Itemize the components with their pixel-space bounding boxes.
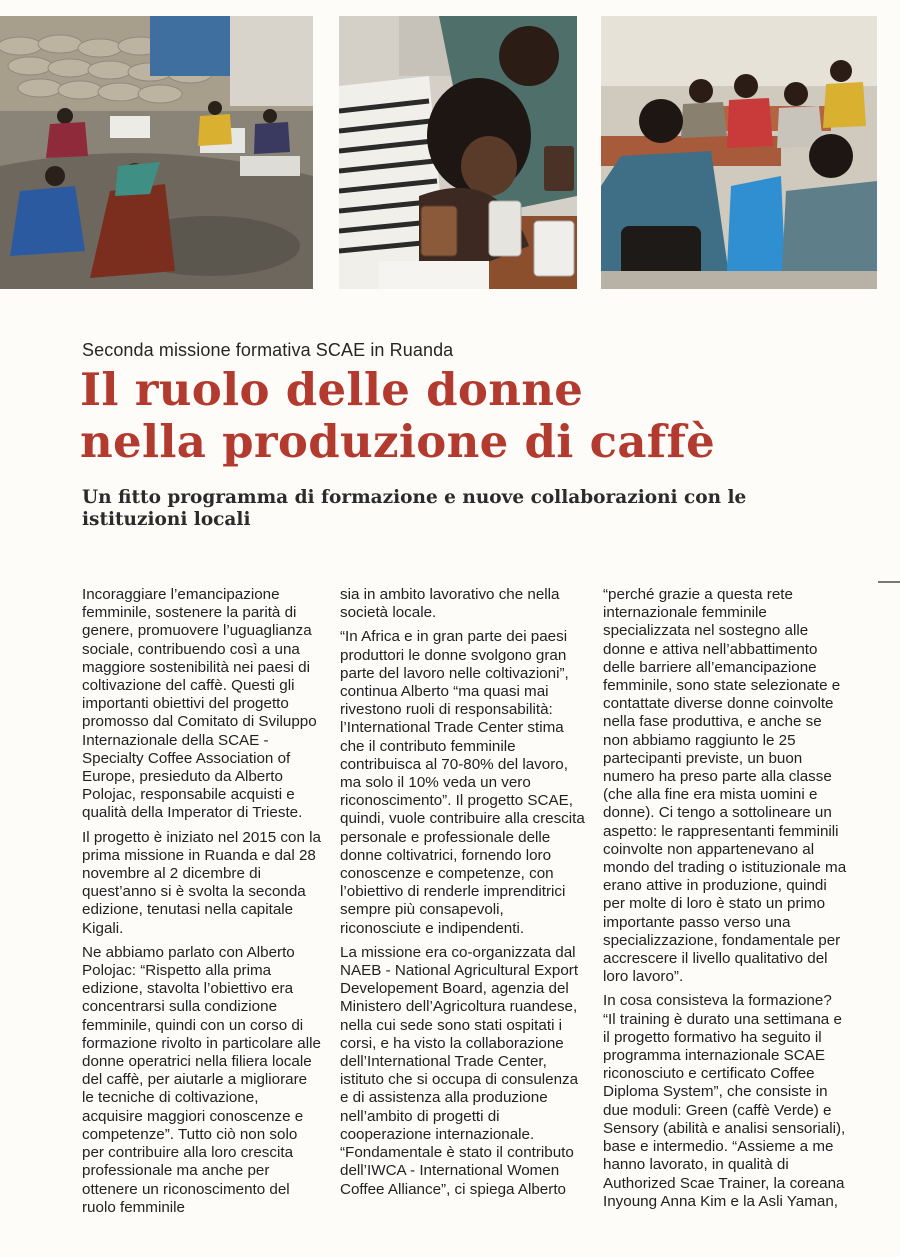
- article-column-2: [340, 586, 585, 1205]
- article-headline: [80, 364, 880, 468]
- paragraph: In cosa consisteva la formazione? “Il training è durato una settimana e il progetto formativo ha seguito il programma internazionale SCAE riconosciuto e certificato Coffee Diploma System”, che consiste in due moduli: Green (caffè Verde) e Sensory (abilità e analisi sensoriali), base e intermedio. “Assieme a me hanno lavorato, in qualità di Authorized Scae Trainer, la coreana Inyoung Anna Kim e la Asli Yaman,: [603, 992, 846, 1210]
- photo-coffee-tasting: [339, 16, 577, 289]
- article-subheadline: Un fitto programma di formazione e nuove collaborazioni con le istituzioni locali: [82, 487, 747, 530]
- headline-line-1: Il ruolo delle donne: [80, 363, 584, 416]
- page-edge-mark: [878, 581, 900, 583]
- paragraph: Incoraggiare l’emancipazione femminile, sostenere la parità di genere, promuovere l’uguaglianza sociale, contribuendo così a una maggiore sostenibilità nei paesi di coltivazione del caffè. Questi gli importanti obiettivi del progetto promosso dal Comitato di Sviluppo Internazionale della SCAE - Specialty Coffee Association of Europe, presieduto da Alberto Polojac, responsabile acquisti e qualità della Imperator di Trieste.: [82, 586, 317, 822]
- paragraph: “In Africa e in gran parte dei paesi produttori le donne svolgono gran parte del lavoro nelle coltivazioni”, continua Alberto “ma quasi mai rivestono ruoli di responsabilità: l’International Trade Center stima che il contributo femminile contribuisca al 70-80% del lavoro, ma solo il 10% veda un vero riconoscimento”. Il progetto SCAE, quindi, vuole contribuire alla crescita personale e professionale delle donne coltivatrici, fornendo loro conoscenze e competenze, con l’obiettivo di renderle imprenditrici sempre più consapevoli, riconosciute e indipendenti.: [340, 628, 585, 937]
- article-column-3: [603, 586, 848, 1217]
- article-kicker: Seconda missione formativa SCAE in Ruanda: [82, 340, 454, 360]
- headline-line-2: nella produzione di caffè: [80, 415, 716, 468]
- paragraph: La missione era co-organizzata dal NAEB - National Agricultural Export Developement Board, agenzia del Ministero dell’Agricoltura ruandese, nella cui sede sono stati ospitati i corsi, e ha visto la collaborazione dell’International Trade Center, istituto che si occupa di consulenza e di assistenza alla produzione nell’ambito di progetti di cooperazione internazionale. “Fondamentale è stato il contributo dell’IWCA - International Women Coffee Alliance”, ci spiega Alberto: [340, 943, 579, 1198]
- paragraph: sia in ambito lavorativo che nella società locale.: [340, 586, 560, 622]
- photo-coffee-sorting: [0, 16, 313, 289]
- photo-training-class: [601, 16, 877, 289]
- paragraph: “perché grazie a questa rete internazionale femminile specializzata nel sostegno alle donne e attiva nell’abbattimento delle barriere all’emancipazione femminile, sono state selezionate e contattate diverse donne coinvolte nella fase produttiva, e anche se non abbiamo raggiunto le 25 partecipanti previste, un buon numero ha preso parte alla classe (che alla fine era mista uomini e donne). Ci tengo a sottolineare un aspetto: le rappresentanti femminili coinvolte non appartenevano al mondo del trading o istituzionale ma erano attive in produzione, quindi per molte di loro è stato un primo importante passo verso una specializzazione, fondamentale per accrescere il livello qualitativo del loro lavoro”.: [603, 586, 847, 986]
- paragraph: Il progetto è iniziato nel 2015 con la prima missione in Ruanda e dal 28 novembre al 2 dicembre di quest’anno si è svolta la seconda edizione, tenutasi nella capitale Kigali.: [82, 828, 321, 937]
- paragraph: Ne abbiamo parlato con Alberto Polojac: “Rispetto alla prima edizione, stavolta l’obiettivo era concentrarsi sulla condizione femminile, quindi con un corso di formazione rivolto in particolare alle donne operatrici nella filiera locale del caffè, per aiutarle a migliorare le tecniche di coltivazione, acquisire maggiori conoscenze e competenze”. Tutto ciò non solo per contribuire alla loro crescita professionale ma anche per ottenere un riconoscimento del ruolo femminile: [82, 943, 321, 1216]
- article-column-1: [82, 586, 322, 1223]
